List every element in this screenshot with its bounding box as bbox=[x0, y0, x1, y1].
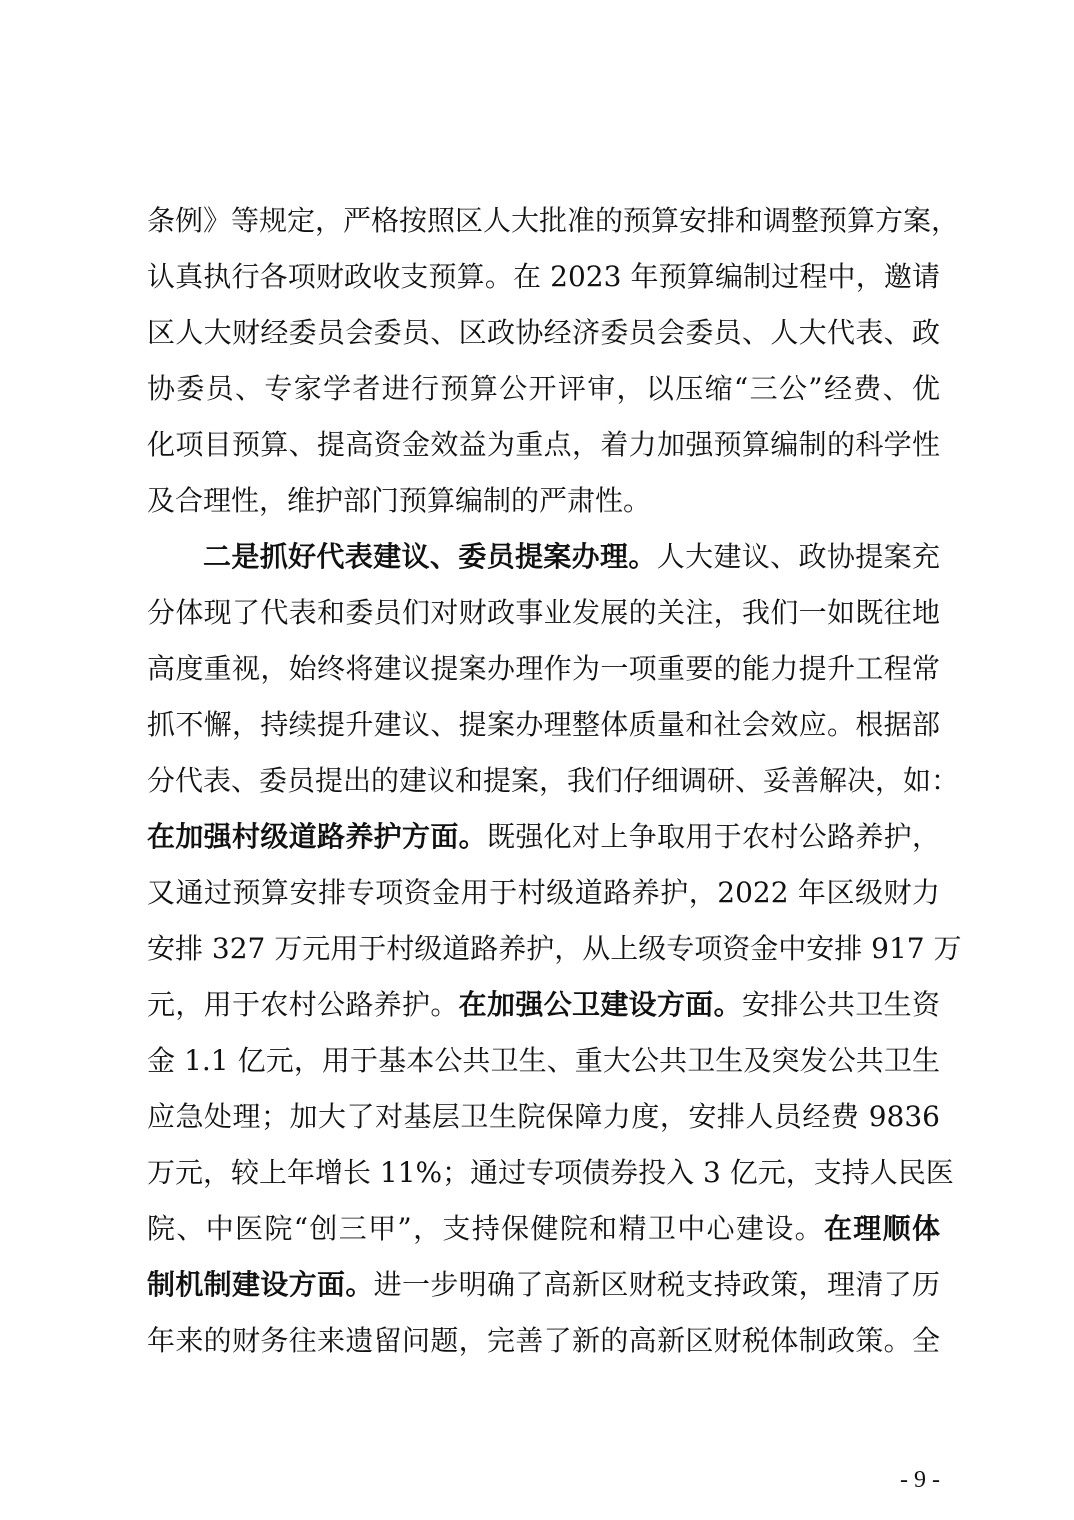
paragraph-2-line-11: 应急处理；加大了对基层卫生院保障力度，安排人员经费 9836 bbox=[147, 1100, 940, 1133]
paragraph-2-line-4: 抓不懈，持续提升建议、提案办理整体质量和社会效应。根据部 bbox=[147, 708, 940, 741]
paragraph-2-line-14-text: 进一步明确了高新区财税支持政策，理清了历 bbox=[373, 1268, 940, 1301]
paragraph-2-line-7: 又通过预算安排专项资金用于村级道路养护，2022 年区级财力 bbox=[147, 876, 940, 909]
paragraph-2-line-9-text-start: 元，用于农村公路养护。 bbox=[147, 988, 459, 1021]
paragraph-1-line-1: 条例》等规定，严格按照区人大批准的预算安排和调整预算方案， bbox=[147, 204, 960, 237]
paragraph-1-line-2: 认真执行各项财政收支预算。在 2023 年预算编制过程中，邀请 bbox=[147, 260, 940, 293]
paragraph-2-line-5: 分代表、委员提出的建议和提案，我们仔细调研、妥善解决，如： bbox=[147, 764, 960, 797]
paragraph-1-line-5: 化项目预算、提高资金效益为重点，着力加强预算编制的科学性 bbox=[147, 428, 940, 461]
paragraph-2-line-3: 高度重视，始终将建议提案办理作为一项重要的能力提升工程常 bbox=[147, 652, 940, 685]
paragraph-2-line-13 bbox=[147, 1201, 940, 1257]
paragraph-2-line-9 bbox=[147, 977, 940, 1033]
paragraph-2-line-15: 年来的财务往来遗留问题，完善了新的高新区财税体制政策。全 bbox=[147, 1324, 940, 1357]
paragraph-1-line-6: 及合理性，维护部门预算编制的严肃性。 bbox=[147, 484, 652, 517]
paragraph-2-line-14 bbox=[147, 1257, 940, 1313]
paragraph-2-line-6 bbox=[147, 809, 940, 865]
subheading-public-health-construction: 在加强公卫建设方面。 bbox=[458, 988, 742, 1021]
paragraph-2-line-10: 金 1.1 亿元，用于基本公共卫生、重大公共卫生及突发公共卫生 bbox=[147, 1044, 940, 1077]
section-heading-representative-proposals: 二是抓好代表建议、委员提案办理。 bbox=[203, 540, 657, 573]
paragraph-1-line-4: 协委员、专家学者进行预算公开评审，以压缩“三公”经费、优 bbox=[147, 372, 940, 405]
paragraph-2-line-12: 万元，较上年增长 11%；通过专项债券投入 3 亿元，支持人民医 bbox=[147, 1156, 954, 1189]
paragraph-1-line-3: 区人大财经委员会委员、区政协经济委员会委员、人大代表、政 bbox=[147, 316, 940, 349]
subheading-system-mechanism-part-2: 制机制建设方面。 bbox=[147, 1268, 374, 1301]
paragraph-2-line-1-text: 人大建议、政协提案充 bbox=[656, 540, 940, 573]
paragraph-2-line-6-text: 既强化对上争取用于农村公路养护， bbox=[487, 820, 940, 853]
paragraph-2-line-1 bbox=[203, 529, 940, 585]
subheading-village-road-maintenance: 在加强村级道路养护方面。 bbox=[147, 820, 487, 853]
page-number: - 9 - bbox=[900, 1467, 940, 1493]
subheading-system-mechanism-part-1: 在理顺体 bbox=[823, 1212, 940, 1245]
paragraph-2-line-13-text: 院、中医院“创三甲”，支持保健院和精卫中心建设。 bbox=[147, 1212, 824, 1245]
paragraph-2-line-9-text-end: 安排公共卫生资 bbox=[741, 988, 940, 1021]
paragraph-2-line-2: 分体现了代表和委员们对财政事业发展的关注，我们一如既往地 bbox=[147, 596, 940, 629]
paragraph-2-line-8: 安排 327 万元用于村级道路养护，从上级专项资金中安排 917 万 bbox=[147, 932, 962, 965]
